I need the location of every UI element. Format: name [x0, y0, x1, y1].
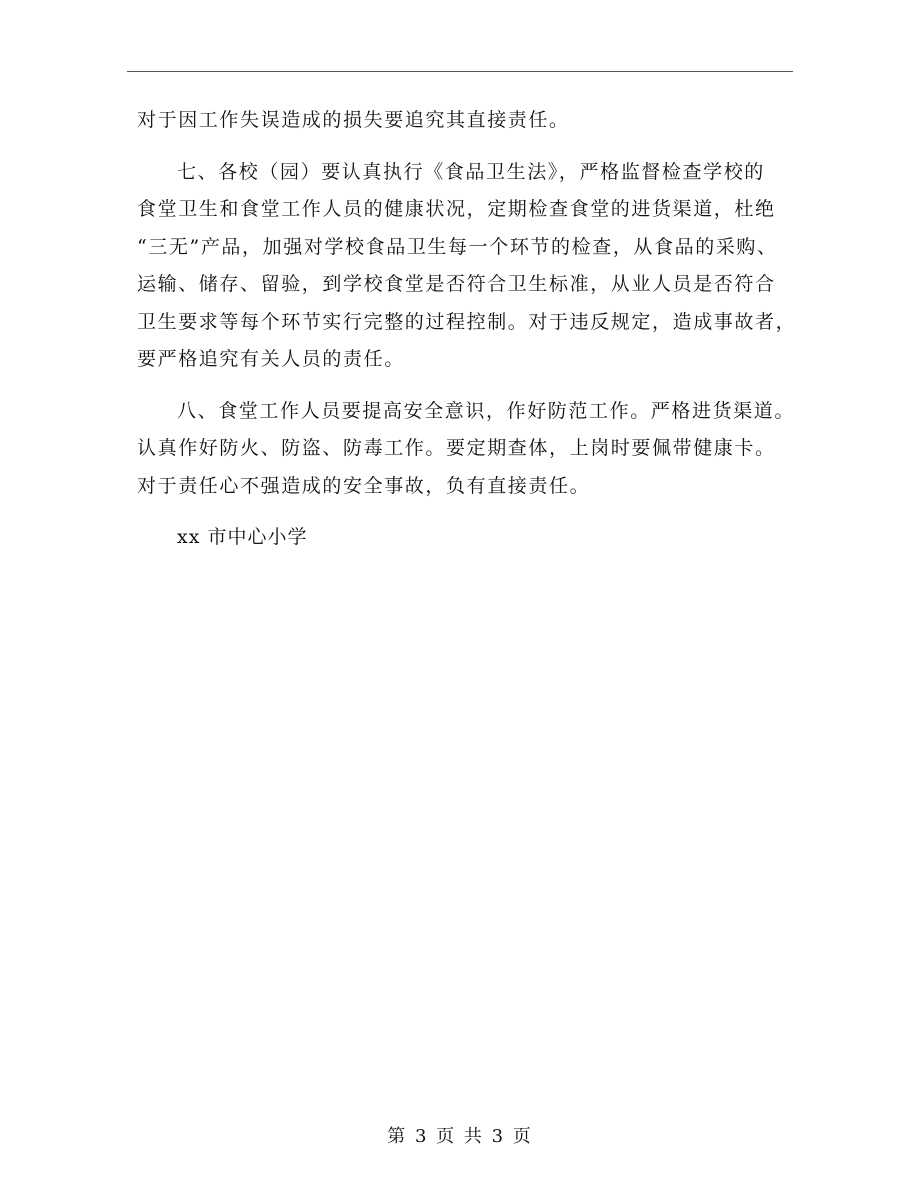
paragraph-continuation	[137, 102, 797, 140]
text-line: 七、各校（园）要认真执行《食品卫生法》，严格监督检查学校的	[177, 160, 765, 183]
signature: xx 市中心小学	[177, 526, 308, 548]
text-line: 运输、储存、留验，到学校食堂是否符合卫生标准，从业人员是否符合	[137, 273, 776, 295]
paragraph-item-8	[137, 393, 797, 506]
text-line: “三无”产品，加强对学校食品卫生每一个环节的检查，从食品的采购、	[137, 235, 778, 258]
text-line: 对于因工作失误造成的损失要追究其直接责任。	[137, 109, 570, 131]
header-rule	[127, 71, 793, 72]
text-line: 认真作好防火、防盗、防毒工作。要定期查体，上岗时要佩带健康卡。	[137, 437, 776, 459]
text-line: 要严格追究有关人员的责任。	[137, 348, 405, 370]
document-body	[137, 102, 797, 557]
text-line: 对于责任心不强造成的安全事故，负有直接责任。	[137, 474, 591, 497]
text-line: 卫生要求等每个环节实行完整的过程控制。对于违反规定，造成事故者，	[137, 310, 797, 333]
page-number: 第 3 页 共 3 页	[387, 1126, 533, 1147]
text-line: 八、食堂工作人员要提高安全意识，作好防范工作。严格进货渠道。	[177, 399, 796, 422]
text-line: 食堂卫生和食堂工作人员的健康状况，定期检查食堂的进货渠道，杜绝	[137, 198, 776, 220]
paragraph-item-7	[137, 154, 797, 379]
